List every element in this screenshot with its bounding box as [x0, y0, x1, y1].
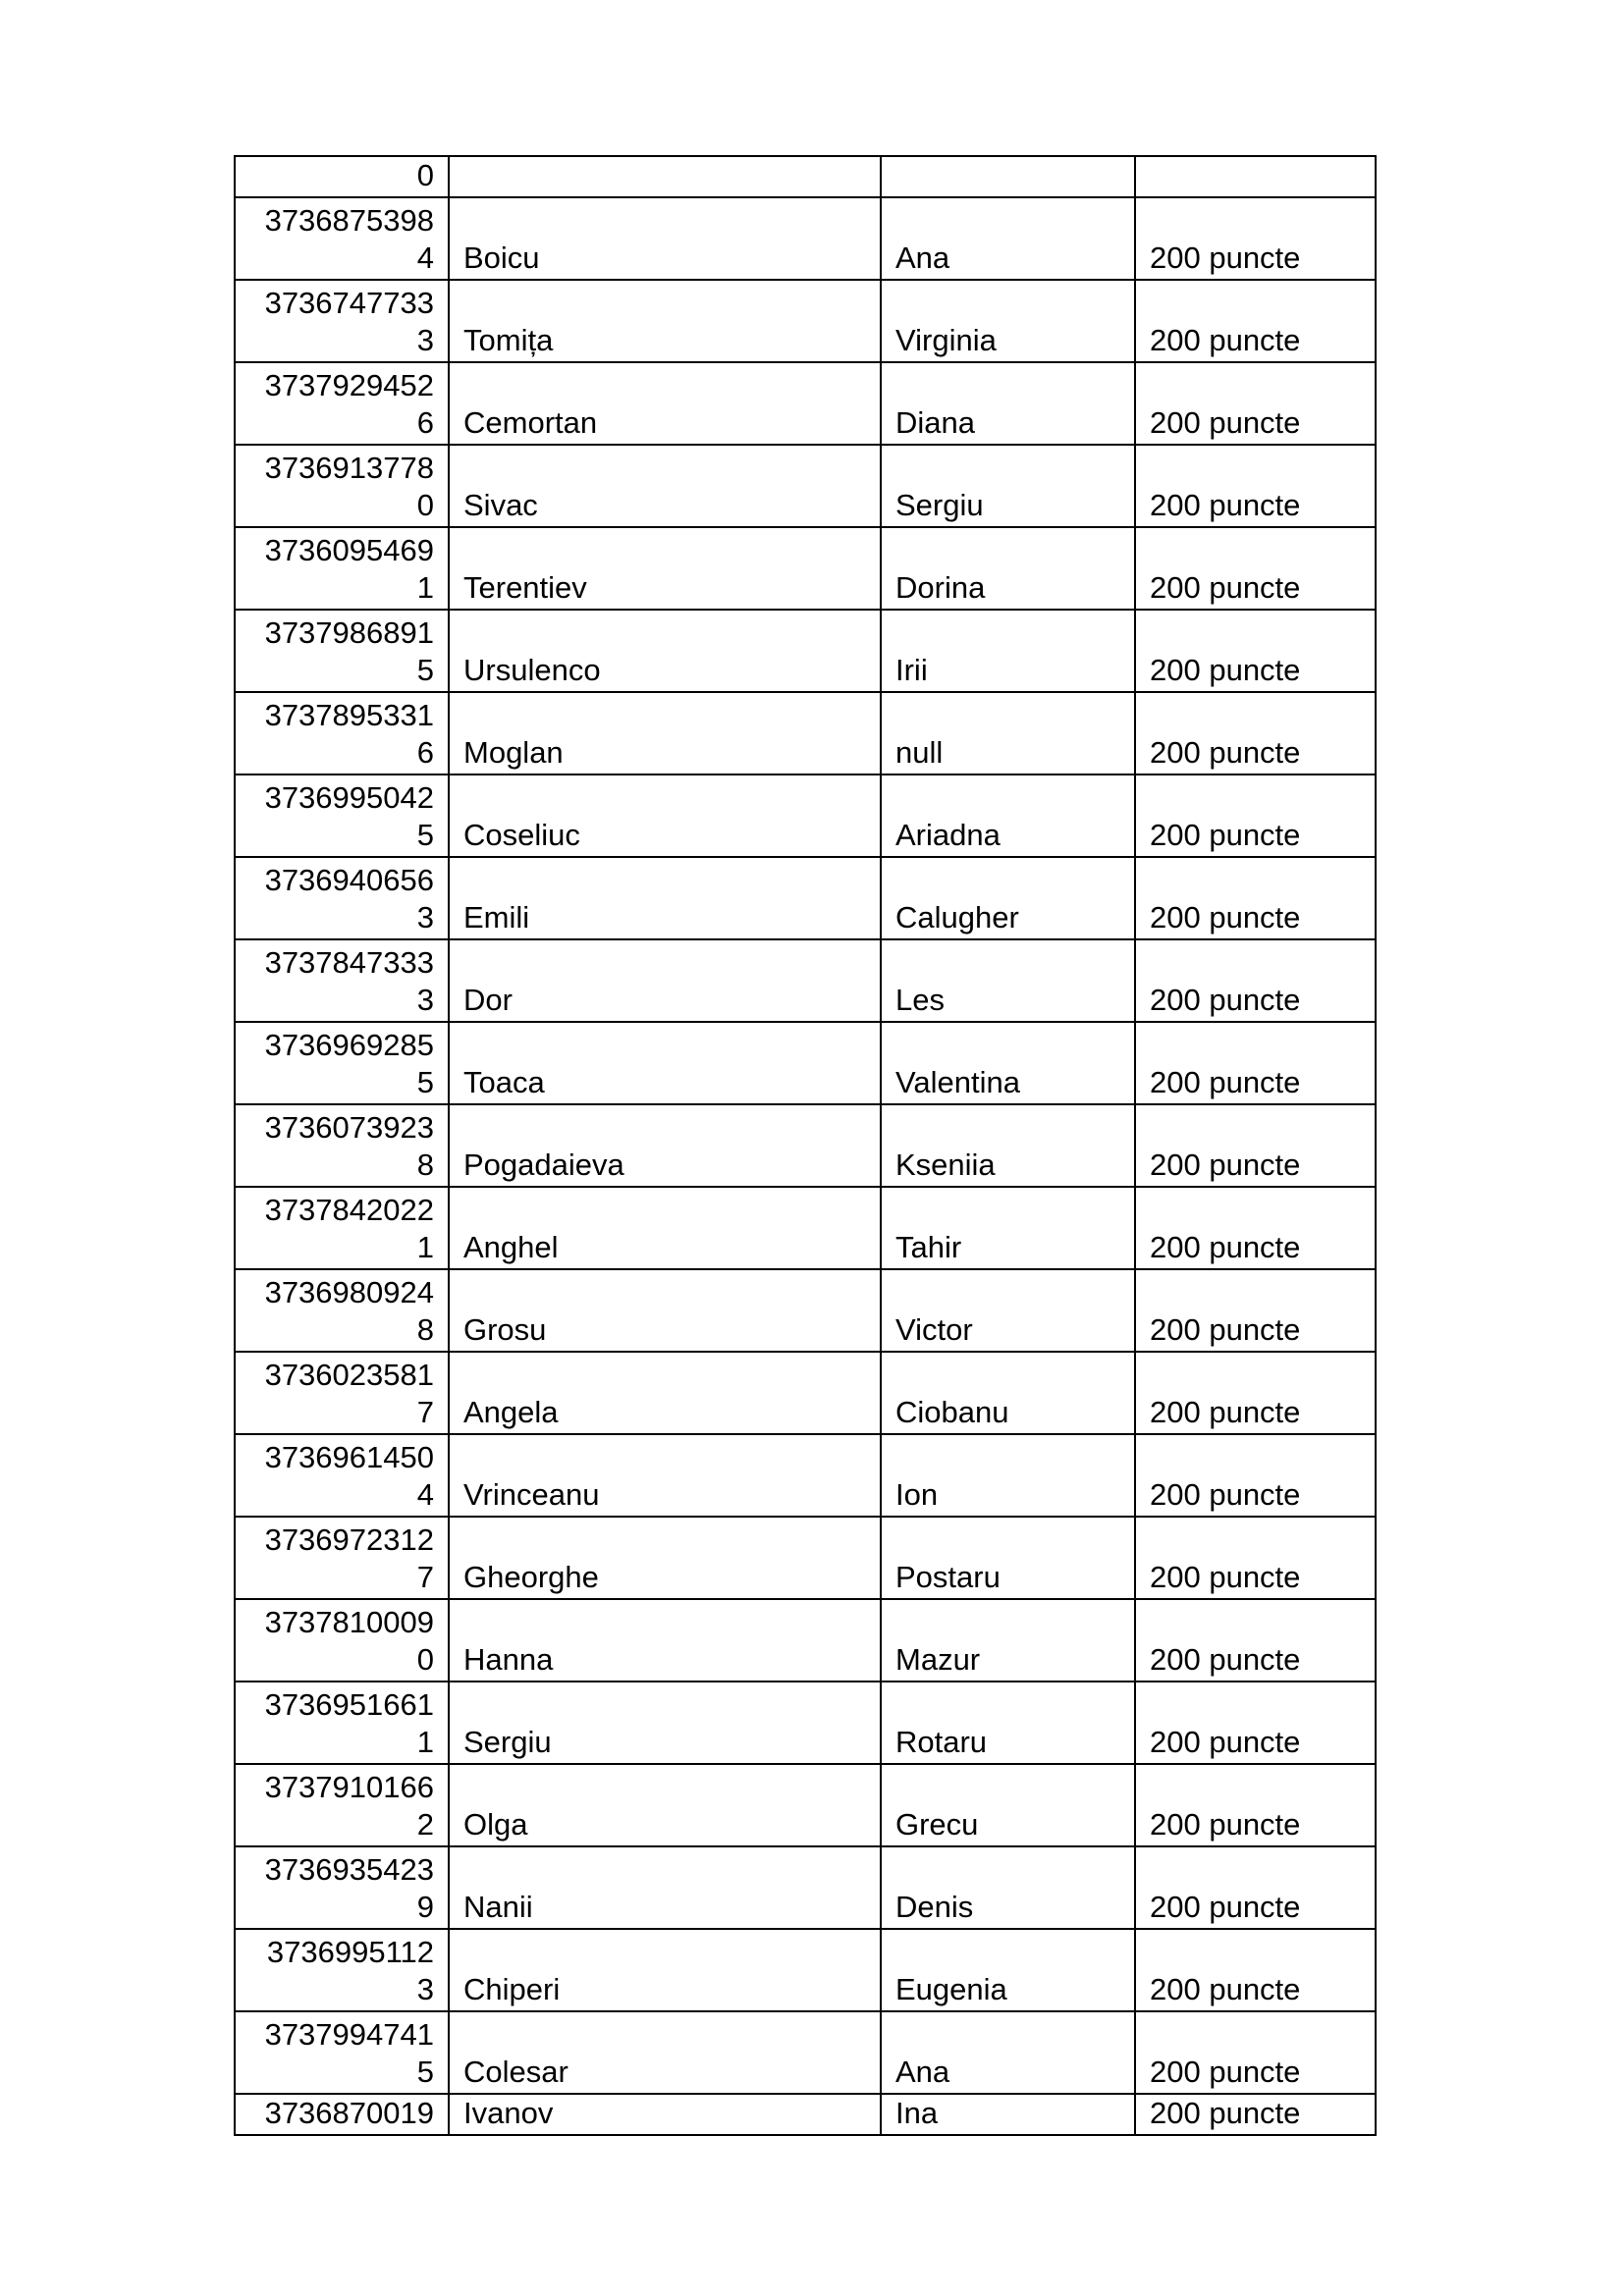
phone-cell — [235, 1846, 449, 1929]
table-row — [235, 1517, 1376, 1599]
table-row — [235, 1434, 1376, 1517]
phone-cell — [235, 610, 449, 692]
phone-cell — [235, 156, 449, 197]
first-name-cell: Virginia — [881, 280, 1135, 362]
phone-cell — [235, 1764, 449, 1846]
phone-cell — [235, 1269, 449, 1352]
phone-number-tail: 0 — [416, 488, 434, 522]
phone-number-tail: 6 — [416, 405, 434, 440]
last-name-cell: Ursulenco — [449, 610, 881, 692]
table-row — [235, 527, 1376, 610]
phone-number-main: 3736995042 — [264, 780, 434, 815]
phone-number-main: 3736935423 — [264, 1852, 434, 1887]
points-cell: 200 puncte — [1135, 774, 1376, 857]
phone-number-main: 3736951661 — [264, 1687, 434, 1722]
phone-number-tail: 1 — [416, 570, 434, 605]
phone-number-tail: 1 — [416, 1725, 434, 1759]
points-cell — [1135, 156, 1376, 197]
table-row — [235, 692, 1376, 774]
first-name-cell: Ciobanu — [881, 1352, 1135, 1434]
table-row — [235, 197, 1376, 280]
first-name-cell: Irii — [881, 610, 1135, 692]
points-cell: 200 puncte — [1135, 939, 1376, 1022]
phone-number-tail: 5 — [416, 1065, 434, 1099]
phone-cell — [235, 527, 449, 610]
last-name-cell: Terentiev — [449, 527, 881, 610]
first-name-cell: Valentina — [881, 1022, 1135, 1104]
phone-number-main: 3737986891 — [264, 615, 434, 650]
phone-cell — [235, 1022, 449, 1104]
phone-cell — [235, 1682, 449, 1764]
points-cell: 200 puncte — [1135, 1846, 1376, 1929]
phone-cell — [235, 1929, 449, 2011]
phone-number-tail: 7 — [416, 1395, 434, 1429]
table-row — [235, 1269, 1376, 1352]
first-name-cell: Postaru — [881, 1517, 1135, 1599]
table-row — [235, 774, 1376, 857]
points-cell: 200 puncte — [1135, 1269, 1376, 1352]
first-name-cell: Calugher — [881, 857, 1135, 939]
phone-number-main: 3737810009 — [264, 1605, 434, 1639]
last-name-cell: Pogadaieva — [449, 1104, 881, 1187]
first-name-cell: Tahir — [881, 1187, 1135, 1269]
phone-number-main: 3736870019 — [264, 2096, 434, 2130]
points-cell: 200 puncte — [1135, 445, 1376, 527]
phone-number-main: 3737895331 — [264, 698, 434, 732]
last-name-cell: Boicu — [449, 197, 881, 280]
last-name-cell: Ivanov — [449, 2094, 881, 2135]
points-cell: 200 puncte — [1135, 527, 1376, 610]
points-cell: 200 puncte — [1135, 1352, 1376, 1434]
phone-number-tail: 1 — [416, 1230, 434, 1264]
phone-number-main: 3737910166 — [264, 1770, 434, 1804]
phone-number-tail: 3 — [416, 900, 434, 934]
last-name-cell: Coseliuc — [449, 774, 881, 857]
phone-cell — [235, 1104, 449, 1187]
phone-cell — [235, 280, 449, 362]
phone-number-tail: 7 — [416, 1560, 434, 1594]
phone-cell — [235, 1352, 449, 1434]
points-cell: 200 puncte — [1135, 1682, 1376, 1764]
phone-cell — [235, 2094, 449, 2135]
points-cell: 200 puncte — [1135, 362, 1376, 445]
points-cell: 200 puncte — [1135, 1517, 1376, 1599]
table-row — [235, 857, 1376, 939]
points-cell: 200 puncte — [1135, 1104, 1376, 1187]
first-name-cell: Grecu — [881, 1764, 1135, 1846]
phone-number-tail: 5 — [416, 2055, 434, 2089]
phone-cell — [235, 197, 449, 280]
phone-number-tail: 5 — [416, 818, 434, 852]
phone-number-tail: 9 — [416, 1890, 434, 1924]
table-row — [235, 1104, 1376, 1187]
first-name-cell: Ion — [881, 1434, 1135, 1517]
table-row — [235, 1352, 1376, 1434]
last-name-cell: Tomița — [449, 280, 881, 362]
table-row — [235, 1846, 1376, 1929]
first-name-cell: Rotaru — [881, 1682, 1135, 1764]
first-name-cell: Denis — [881, 1846, 1135, 1929]
first-name-cell: null — [881, 692, 1135, 774]
points-cell: 200 puncte — [1135, 1434, 1376, 1517]
last-name-cell: Gheorghe — [449, 1517, 881, 1599]
table-row — [235, 2094, 1376, 2135]
first-name-cell: Ana — [881, 2011, 1135, 2094]
last-name-cell: Nanii — [449, 1846, 881, 1929]
phone-cell — [235, 1187, 449, 1269]
last-name-cell: Moglan — [449, 692, 881, 774]
phone-number-tail: 5 — [416, 653, 434, 687]
phone-number-tail: 3 — [416, 1972, 434, 2006]
phone-number-main: 3736972312 — [264, 1522, 434, 1557]
phone-number-main: 3736095469 — [264, 533, 434, 567]
phone-number-main: 3736940656 — [264, 863, 434, 897]
table-row — [235, 939, 1376, 1022]
phone-number-main: 3737994741 — [264, 2017, 434, 2052]
points-cell: 200 puncte — [1135, 610, 1376, 692]
points-cell: 200 puncte — [1135, 1599, 1376, 1682]
first-name-cell: Kseniia — [881, 1104, 1135, 1187]
points-cell: 200 puncte — [1135, 1764, 1376, 1846]
phone-number-main: 3736969285 — [264, 1028, 434, 1062]
phone-number-tail: 2 — [416, 1807, 434, 1842]
table-row — [235, 1599, 1376, 1682]
phone-cell — [235, 939, 449, 1022]
phone-cell — [235, 692, 449, 774]
phone-number-main: 3736995112 — [266, 1935, 434, 1969]
points-cell: 200 puncte — [1135, 857, 1376, 939]
table-row — [235, 610, 1376, 692]
points-cell: 200 puncte — [1135, 2011, 1376, 2094]
first-name-cell: Ariadna — [881, 774, 1135, 857]
phone-cell — [235, 2011, 449, 2094]
table-row — [235, 362, 1376, 445]
phone-number-main: 3737842022 — [264, 1193, 434, 1227]
points-cell: 200 puncte — [1135, 1929, 1376, 2011]
phone-number-tail: 4 — [416, 1477, 434, 1512]
points-cell: 200 puncte — [1135, 692, 1376, 774]
phone-number-tail: 6 — [416, 735, 434, 770]
phone-number-main: 3736875398 — [264, 203, 434, 238]
points-cell: 200 puncte — [1135, 2094, 1376, 2135]
table-row — [235, 1929, 1376, 2011]
points-cell: 200 puncte — [1135, 1022, 1376, 1104]
table-body — [235, 156, 1376, 2135]
phone-number-main: 3736913778 — [264, 451, 434, 485]
last-name-cell: Cemortan — [449, 362, 881, 445]
table-row — [235, 280, 1376, 362]
phone-number-tail: 3 — [416, 323, 434, 357]
points-cell: 200 puncte — [1135, 280, 1376, 362]
table-row — [235, 1022, 1376, 1104]
points-table — [234, 155, 1377, 2136]
phone-number-tail: 8 — [416, 1312, 434, 1347]
first-name-cell — [881, 156, 1135, 197]
first-name-cell: Ana — [881, 197, 1135, 280]
first-name-cell: Victor — [881, 1269, 1135, 1352]
phone-number-main: 3736073923 — [264, 1110, 434, 1145]
first-name-cell: Sergiu — [881, 445, 1135, 527]
phone-number-tail: 8 — [416, 1148, 434, 1182]
last-name-cell: Vrinceanu — [449, 1434, 881, 1517]
first-name-cell: Ina — [881, 2094, 1135, 2135]
phone-cell — [235, 362, 449, 445]
points-cell: 200 puncte — [1135, 197, 1376, 280]
first-name-cell: Mazur — [881, 1599, 1135, 1682]
table-row — [235, 1187, 1376, 1269]
last-name-cell: Sivac — [449, 445, 881, 527]
phone-cell — [235, 445, 449, 527]
phone-number-main: 3736023581 — [264, 1358, 434, 1392]
points-cell: 200 puncte — [1135, 1187, 1376, 1269]
table-row — [235, 445, 1376, 527]
phone-number-main: 3736980924 — [264, 1275, 434, 1309]
phone-number-tail: 0 — [416, 1642, 434, 1677]
last-name-cell: Anghel — [449, 1187, 881, 1269]
last-name-cell: Angela — [449, 1352, 881, 1434]
last-name-cell: Colesar — [449, 2011, 881, 2094]
last-name-cell: Emili — [449, 857, 881, 939]
phone-cell — [235, 1599, 449, 1682]
phone-number-main: 3737929452 — [264, 368, 434, 402]
first-name-cell: Dorina — [881, 527, 1135, 610]
last-name-cell: Chiperi — [449, 1929, 881, 2011]
table-row — [235, 2011, 1376, 2094]
last-name-cell: Toaca — [449, 1022, 881, 1104]
phone-number-main: 3737847333 — [264, 945, 434, 980]
phone-number-tail: 4 — [416, 240, 434, 275]
last-name-cell: Dor — [449, 939, 881, 1022]
phone-cell — [235, 857, 449, 939]
phone-number-tail: 3 — [416, 983, 434, 1017]
last-name-cell: Sergiu — [449, 1682, 881, 1764]
phone-number-tail: 0 — [416, 158, 434, 192]
phone-number-main: 3736747733 — [264, 286, 434, 320]
last-name-cell: Olga — [449, 1764, 881, 1846]
first-name-cell: Diana — [881, 362, 1135, 445]
table-row — [235, 1682, 1376, 1764]
last-name-cell: Grosu — [449, 1269, 881, 1352]
table-row — [235, 156, 1376, 197]
table-row — [235, 1764, 1376, 1846]
phone-number-main: 3736961450 — [264, 1440, 434, 1474]
last-name-cell: Hanna — [449, 1599, 881, 1682]
first-name-cell: Les — [881, 939, 1135, 1022]
last-name-cell — [449, 156, 881, 197]
phone-cell — [235, 774, 449, 857]
first-name-cell: Eugenia — [881, 1929, 1135, 2011]
phone-cell — [235, 1434, 449, 1517]
phone-cell — [235, 1517, 449, 1599]
